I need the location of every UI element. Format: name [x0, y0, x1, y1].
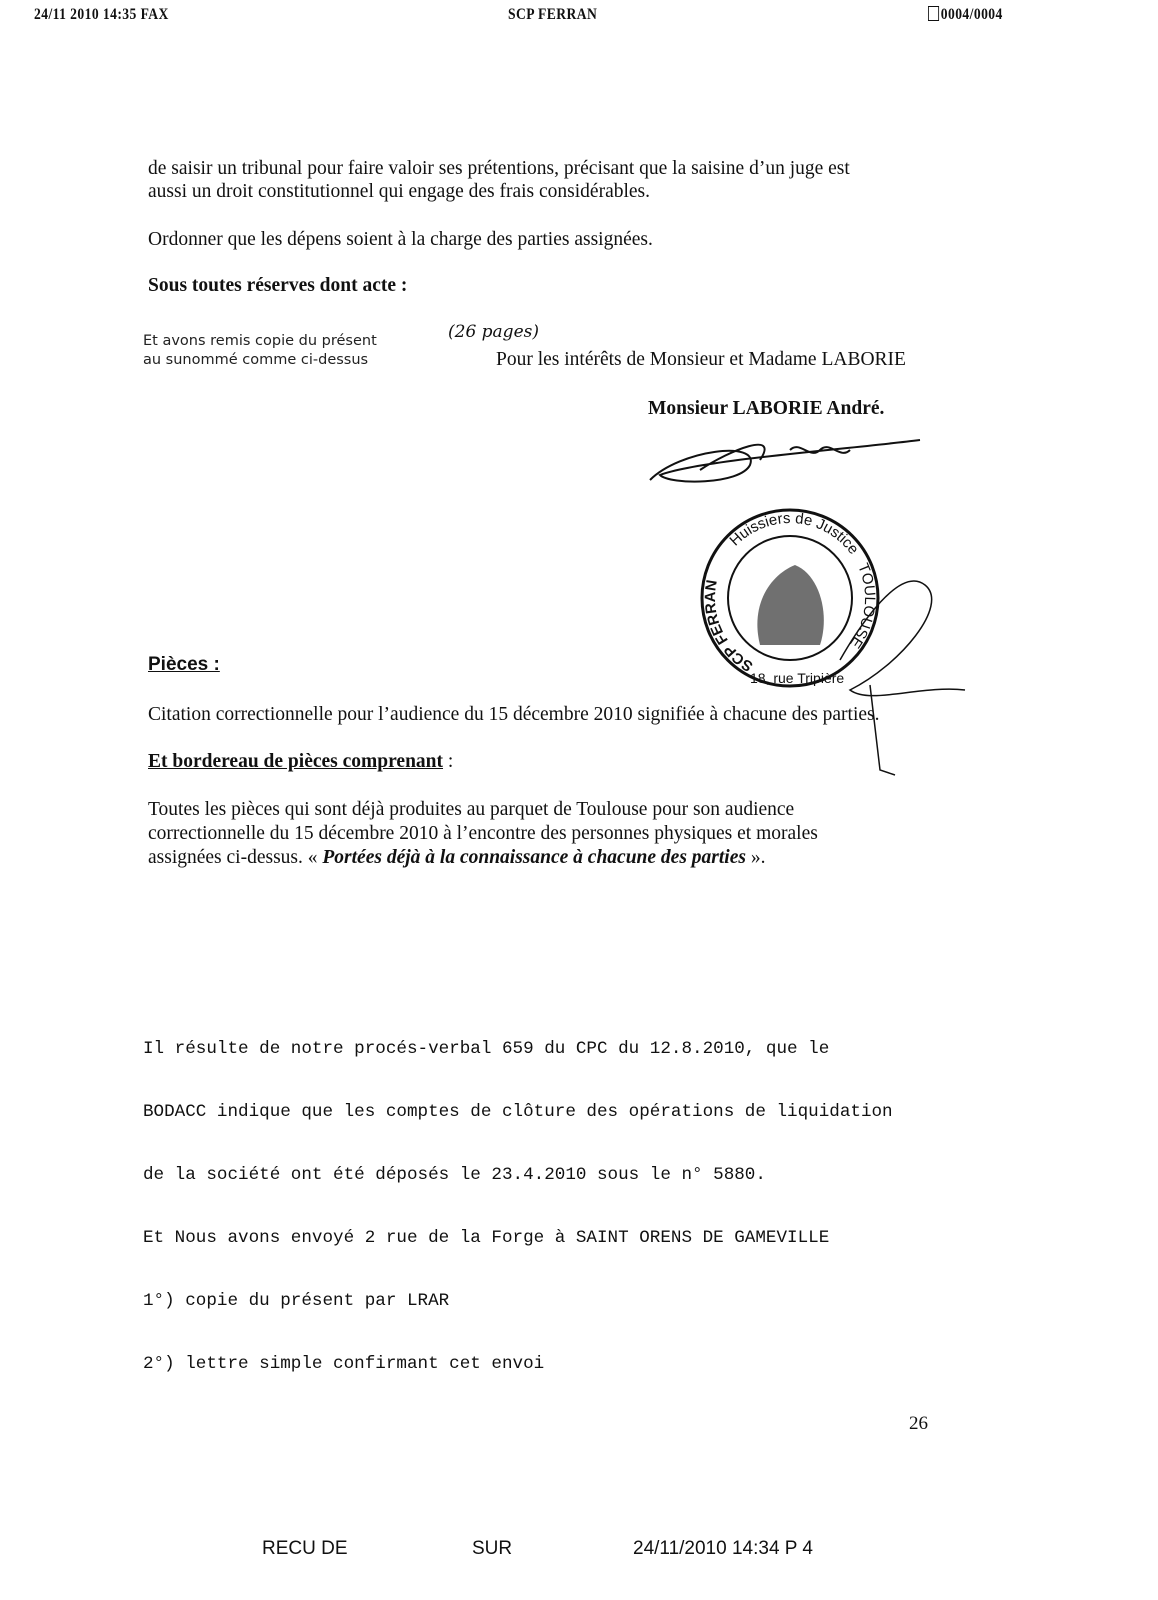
stamp-bottom-text: 18, rue Tripière	[750, 670, 845, 686]
fax-header-pages	[928, 6, 1003, 24]
pieces-text-line: Toutes les pièces qui sont déjà produites au parquet de Toulouse pour son audience	[148, 799, 795, 820]
typed-note-line: Il résulte de notre procés-verbal 659 du CPC du 12.8.2010, que le	[143, 1039, 830, 1059]
typed-note-line: 1°) copie du présent par LRAR	[143, 1291, 450, 1311]
text: ».	[745, 847, 766, 868]
typed-note-line: BODACC indique que les comptes de clôture des opérations de liquidation	[143, 1102, 893, 1122]
bordereau-heading	[148, 751, 453, 773]
signature-for-line: Pour les intérêts de Monsieur et Madame LABORIE	[496, 349, 906, 370]
signature-scribble	[640, 420, 940, 500]
fax-header-datetime: 24/11 2010 14:35 FAX	[34, 6, 169, 23]
typed-note-line: Et Nous avons envoyé 2 rue de la Forge à SAINT ORENS DE GAMEVILLE	[143, 1228, 830, 1248]
citation-line: Citation correctionnelle pour l’audience du 15 décembre 2010 signifiée à chacune des parties.	[148, 704, 880, 725]
typed-note-line: de la société ont été déposés le 23.4.2010 sous le n° 5880.	[143, 1165, 766, 1185]
bailiff-stamp	[700, 505, 980, 785]
typed-note	[143, 997, 893, 1396]
paragraph: Ordonner que les dépens soient à la charge des parties assignées.	[148, 229, 653, 250]
stamp-left-text: SCP FERRAN	[701, 578, 756, 675]
emphasis-text: Portées déjà à la connaissance à chacune des parties	[322, 847, 746, 868]
fax-header-sender: SCP FERRAN	[508, 6, 598, 23]
bailiff-note-line: Et avons remis copie du présent	[143, 333, 377, 349]
paragraph-line: de saisir un tribunal pour faire valoir ses prétentions, précisant que la saisine d’un juge est	[148, 158, 850, 179]
svg-text:Huissiers de Justice	[726, 510, 862, 558]
stamp-right-text: TOULOUSE	[846, 560, 879, 652]
page-number: 26	[909, 1413, 928, 1434]
fax-footer-datetime: 24/11/2010 14:34 P 4	[633, 1538, 813, 1559]
paragraph-line: aussi un droit constitutionnel qui engage des frais considérables.	[148, 181, 651, 202]
fax-icon	[928, 6, 939, 21]
handwritten-page-count: (26 pages)	[448, 322, 539, 342]
pieces-text-line: correctionnelle du 15 décembre 2010 à l’encontre des personnes physiques et morales	[148, 823, 818, 844]
pieces-text-line	[148, 847, 765, 869]
stamp-top-text: Huissiers de Justice	[726, 509, 863, 558]
text: assignées ci-dessus. «	[148, 847, 323, 868]
signatory-name: Monsieur LABORIE André.	[648, 398, 885, 419]
pieces-heading: Pièces :	[148, 654, 220, 675]
bailiff-note-line: au sunommé comme ci-dessus	[143, 352, 369, 368]
typed-note-line: 2°) lettre simple confirmant cet envoi	[143, 1354, 545, 1374]
colon: :	[443, 751, 454, 772]
fax-page-count: 0004/0004	[940, 6, 1003, 23]
fax-footer-on: SUR	[472, 1538, 513, 1559]
fax-footer-received: RECU DE	[262, 1538, 348, 1559]
reserves-heading: Sous toutes réserves dont acte :	[148, 275, 408, 296]
bordereau-title: Et bordereau de pièces comprenant	[148, 751, 444, 772]
bailiff-note	[143, 332, 377, 370]
